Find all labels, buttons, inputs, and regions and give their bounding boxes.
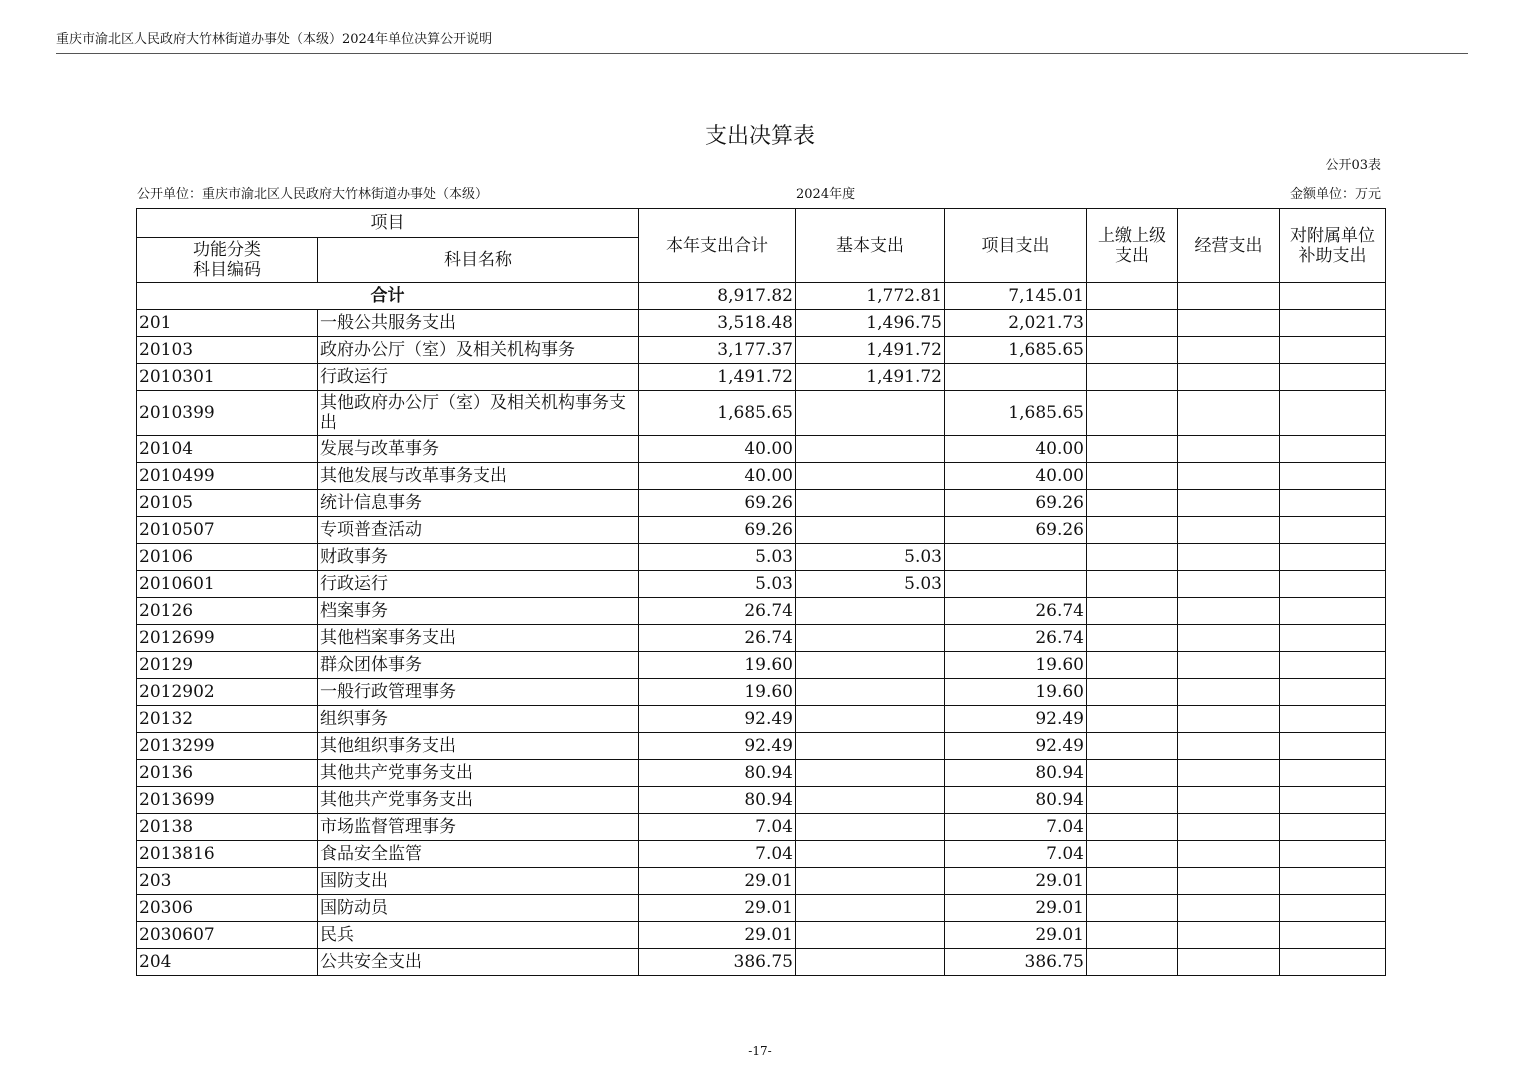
table-header	[137, 209, 1386, 283]
basic-cell: 5.03	[796, 544, 945, 571]
name-cell: 一般公共服务支出	[318, 310, 639, 337]
upper-cell	[1087, 706, 1178, 733]
header-code-line1: 功能分类	[193, 240, 261, 260]
subsidy-cell	[1280, 868, 1386, 895]
business-cell	[1178, 814, 1280, 841]
project-cell: 26.74	[945, 625, 1087, 652]
total-cell: 69.26	[639, 490, 796, 517]
business-cell	[1178, 490, 1280, 517]
page-title: 支出决算表	[704, 124, 815, 149]
code-cell: 2010507	[137, 517, 318, 544]
total-cell-project: 7,145.01	[945, 283, 1087, 310]
total-row	[137, 283, 1386, 310]
table-row	[137, 949, 1386, 976]
project-cell: 69.26	[945, 517, 1087, 544]
business-cell	[1178, 517, 1280, 544]
code-cell: 20132	[137, 706, 318, 733]
subsidy-cell	[1280, 895, 1386, 922]
subsidy-cell	[1280, 679, 1386, 706]
business-cell	[1178, 391, 1280, 436]
basic-cell	[796, 706, 945, 733]
business-cell	[1178, 895, 1280, 922]
upper-cell	[1087, 787, 1178, 814]
total-cell: 5.03	[639, 571, 796, 598]
total-cell: 7.04	[639, 841, 796, 868]
project-cell	[945, 571, 1087, 598]
project-cell: 80.94	[945, 760, 1087, 787]
upper-cell	[1087, 841, 1178, 868]
basic-cell	[796, 733, 945, 760]
subsidy-cell	[1280, 364, 1386, 391]
table-row	[137, 517, 1386, 544]
total-cell: 92.49	[639, 706, 796, 733]
table-row	[137, 598, 1386, 625]
basic-cell: 1,496.75	[796, 310, 945, 337]
upper-cell	[1087, 598, 1178, 625]
subsidy-cell	[1280, 922, 1386, 949]
project-cell: 1,685.65	[945, 337, 1087, 364]
business-cell	[1178, 841, 1280, 868]
basic-cell	[796, 517, 945, 544]
basic-cell	[796, 391, 945, 436]
subsidy-cell	[1280, 490, 1386, 517]
project-cell: 19.60	[945, 652, 1087, 679]
code-cell: 2010499	[137, 463, 318, 490]
subsidy-cell	[1280, 571, 1386, 598]
business-cell	[1178, 922, 1280, 949]
total-cell-subsidy	[1280, 283, 1386, 310]
table-row	[137, 364, 1386, 391]
code-cell: 204	[137, 949, 318, 976]
project-cell	[945, 364, 1087, 391]
name-cell: 行政运行	[318, 364, 639, 391]
upper-cell	[1087, 868, 1178, 895]
subsidy-cell	[1280, 598, 1386, 625]
basic-cell	[796, 922, 945, 949]
table-row	[137, 625, 1386, 652]
total-cell: 26.74	[639, 625, 796, 652]
table-row	[137, 490, 1386, 517]
project-cell: 40.00	[945, 436, 1087, 463]
total-label: 合计	[137, 283, 639, 310]
project-cell: 7.04	[945, 841, 1087, 868]
subsidy-cell	[1280, 391, 1386, 436]
name-cell: 政府办公厅（室）及相关机构事务	[318, 337, 639, 364]
table-row	[137, 652, 1386, 679]
upper-cell	[1087, 436, 1178, 463]
table-code: 公开03表	[1325, 158, 1381, 173]
code-cell: 20105	[137, 490, 318, 517]
project-cell: 40.00	[945, 463, 1087, 490]
subsidy-cell	[1280, 814, 1386, 841]
name-cell: 其他档案事务支出	[318, 625, 639, 652]
total-cell: 26.74	[639, 598, 796, 625]
basic-cell	[796, 868, 945, 895]
table-row	[137, 733, 1386, 760]
basic-cell	[796, 436, 945, 463]
project-cell: 69.26	[945, 490, 1087, 517]
header-name: 科目名称	[318, 238, 639, 283]
code-cell: 20126	[137, 598, 318, 625]
table-row	[137, 463, 1386, 490]
fiscal-year: 2024年度	[796, 187, 856, 202]
business-cell	[1178, 868, 1280, 895]
total-cell: 40.00	[639, 463, 796, 490]
total-cell: 92.49	[639, 733, 796, 760]
business-cell	[1178, 625, 1280, 652]
header-code	[137, 238, 318, 283]
header-item: 项目	[137, 209, 639, 238]
total-cell: 80.94	[639, 760, 796, 787]
business-cell	[1178, 436, 1280, 463]
header-upper-line1: 上缴上级	[1098, 225, 1166, 246]
subsidy-cell	[1280, 517, 1386, 544]
upper-cell	[1087, 625, 1178, 652]
basic-cell	[796, 463, 945, 490]
header-basic: 基本支出	[796, 209, 945, 283]
business-cell	[1178, 949, 1280, 976]
upper-cell	[1087, 814, 1178, 841]
code-cell: 20106	[137, 544, 318, 571]
total-cell: 5.03	[639, 544, 796, 571]
basic-cell	[796, 679, 945, 706]
upper-cell	[1087, 571, 1178, 598]
upper-cell	[1087, 490, 1178, 517]
currency-unit: 金额单位：万元	[1289, 187, 1381, 202]
total-cell: 3,177.37	[639, 337, 796, 364]
table-row	[137, 814, 1386, 841]
upper-cell	[1087, 895, 1178, 922]
header-code-line2: 科目编码	[193, 260, 261, 280]
code-cell: 2013299	[137, 733, 318, 760]
name-cell: 其他政府办公厅（室）及相关机构事务支出	[318, 391, 639, 436]
total-cell: 19.60	[639, 652, 796, 679]
name-cell: 国防动员	[318, 895, 639, 922]
total-cell: 29.01	[639, 895, 796, 922]
basic-cell: 1,491.72	[796, 337, 945, 364]
subsidy-cell	[1280, 310, 1386, 337]
business-cell	[1178, 463, 1280, 490]
basic-cell	[796, 490, 945, 517]
name-cell: 民兵	[318, 922, 639, 949]
code-cell: 201	[137, 310, 318, 337]
table-row	[137, 922, 1386, 949]
page-number: -17-	[748, 1044, 772, 1058]
basic-cell	[796, 652, 945, 679]
subsidy-cell	[1280, 436, 1386, 463]
business-cell	[1178, 733, 1280, 760]
subsidy-cell	[1280, 706, 1386, 733]
upper-cell	[1087, 652, 1178, 679]
subsidy-cell	[1280, 463, 1386, 490]
name-cell: 专项普查活动	[318, 517, 639, 544]
code-cell: 20104	[137, 436, 318, 463]
business-cell	[1178, 679, 1280, 706]
project-cell: 92.49	[945, 733, 1087, 760]
total-cell: 29.01	[639, 868, 796, 895]
basic-cell	[796, 895, 945, 922]
expenditure-table	[136, 208, 1386, 976]
table-row	[137, 571, 1386, 598]
subsidy-cell	[1280, 949, 1386, 976]
name-cell: 其他共产党事务支出	[318, 760, 639, 787]
project-cell: 29.01	[945, 868, 1087, 895]
table-row	[137, 868, 1386, 895]
table-body	[137, 283, 1386, 976]
project-cell	[945, 544, 1087, 571]
upper-cell	[1087, 679, 1178, 706]
upper-cell	[1087, 517, 1178, 544]
code-cell: 2012699	[137, 625, 318, 652]
business-cell	[1178, 706, 1280, 733]
upper-cell	[1087, 337, 1178, 364]
upper-cell	[1087, 922, 1178, 949]
total-cell-basic: 1,772.81	[796, 283, 945, 310]
code-cell: 2010301	[137, 364, 318, 391]
name-cell: 财政事务	[318, 544, 639, 571]
header-project: 项目支出	[945, 209, 1087, 283]
header-subsidy-line1: 对附属单位	[1290, 225, 1375, 246]
upper-cell	[1087, 391, 1178, 436]
table-row	[137, 895, 1386, 922]
code-cell: 20138	[137, 814, 318, 841]
basic-cell	[796, 760, 945, 787]
code-cell: 2010399	[137, 391, 318, 436]
total-cell: 29.01	[639, 922, 796, 949]
table-row	[137, 760, 1386, 787]
name-cell: 公共安全支出	[318, 949, 639, 976]
upper-cell	[1087, 760, 1178, 787]
total-cell: 386.75	[639, 949, 796, 976]
basic-cell	[796, 625, 945, 652]
basic-cell	[796, 598, 945, 625]
business-cell	[1178, 337, 1280, 364]
code-cell: 20136	[137, 760, 318, 787]
basic-cell	[796, 841, 945, 868]
name-cell: 群众团体事务	[318, 652, 639, 679]
project-cell: 1,685.65	[945, 391, 1087, 436]
total-cell: 7.04	[639, 814, 796, 841]
code-cell: 2013699	[137, 787, 318, 814]
code-cell: 20129	[137, 652, 318, 679]
project-cell: 19.60	[945, 679, 1087, 706]
basic-cell	[796, 787, 945, 814]
reporting-unit: 公开单位：重庆市渝北区人民政府大竹林街道办事处（本级）	[137, 187, 489, 202]
business-cell	[1178, 787, 1280, 814]
business-cell	[1178, 760, 1280, 787]
code-cell: 2010601	[137, 571, 318, 598]
header-upper-line2: 支出	[1115, 245, 1149, 266]
name-cell: 组织事务	[318, 706, 639, 733]
name-cell: 统计信息事务	[318, 490, 639, 517]
subsidy-cell	[1280, 787, 1386, 814]
code-cell: 2012902	[137, 679, 318, 706]
total-cell: 40.00	[639, 436, 796, 463]
project-cell: 386.75	[945, 949, 1087, 976]
project-cell: 2,021.73	[945, 310, 1087, 337]
name-cell: 一般行政管理事务	[318, 679, 639, 706]
table-row	[137, 787, 1386, 814]
project-cell: 26.74	[945, 598, 1087, 625]
total-cell-business	[1178, 283, 1280, 310]
name-cell: 行政运行	[318, 571, 639, 598]
upper-cell	[1087, 949, 1178, 976]
table-row	[137, 544, 1386, 571]
basic-cell	[796, 949, 945, 976]
upper-cell	[1087, 544, 1178, 571]
code-cell: 2030607	[137, 922, 318, 949]
code-cell: 203	[137, 868, 318, 895]
total-cell: 1,491.72	[639, 364, 796, 391]
business-cell	[1178, 571, 1280, 598]
business-cell	[1178, 364, 1280, 391]
upper-cell	[1087, 364, 1178, 391]
code-cell: 2013816	[137, 841, 318, 868]
header-subsidy	[1280, 209, 1386, 283]
subsidy-cell	[1280, 733, 1386, 760]
header-upper	[1087, 209, 1178, 283]
name-cell: 档案事务	[318, 598, 639, 625]
upper-cell	[1087, 463, 1178, 490]
basic-cell: 1,491.72	[796, 364, 945, 391]
total-cell: 19.60	[639, 679, 796, 706]
table-row	[137, 841, 1386, 868]
table-row	[137, 310, 1386, 337]
header-subsidy-line2: 补助支出	[1298, 245, 1367, 266]
header-business: 经营支出	[1178, 209, 1280, 283]
total-cell-total: 8,917.82	[639, 283, 796, 310]
subsidy-cell	[1280, 337, 1386, 364]
total-cell: 80.94	[639, 787, 796, 814]
total-cell: 69.26	[639, 517, 796, 544]
total-cell-upper	[1087, 283, 1178, 310]
business-cell	[1178, 544, 1280, 571]
running-header: 重庆市渝北区人民政府大竹林街道办事处（本级）2024年单位决算公开说明	[56, 32, 493, 47]
subsidy-cell	[1280, 625, 1386, 652]
header-total: 本年支出合计	[639, 209, 796, 283]
table-row	[137, 679, 1386, 706]
code-cell: 20306	[137, 895, 318, 922]
project-cell: 7.04	[945, 814, 1087, 841]
name-cell: 食品安全监管	[318, 841, 639, 868]
name-cell: 发展与改革事务	[318, 436, 639, 463]
business-cell	[1178, 598, 1280, 625]
total-cell: 3,518.48	[639, 310, 796, 337]
table-row	[137, 706, 1386, 733]
code-cell: 20103	[137, 337, 318, 364]
basic-cell: 5.03	[796, 571, 945, 598]
project-cell: 92.49	[945, 706, 1087, 733]
name-cell: 其他组织事务支出	[318, 733, 639, 760]
upper-cell	[1087, 310, 1178, 337]
subsidy-cell	[1280, 760, 1386, 787]
name-cell: 市场监督管理事务	[318, 814, 639, 841]
name-cell: 国防支出	[318, 868, 639, 895]
subsidy-cell	[1280, 652, 1386, 679]
header-rule	[56, 53, 1468, 54]
name-cell: 其他共产党事务支出	[318, 787, 639, 814]
business-cell	[1178, 652, 1280, 679]
table-row	[137, 391, 1386, 436]
total-cell: 1,685.65	[639, 391, 796, 436]
project-cell: 80.94	[945, 787, 1087, 814]
subsidy-cell	[1280, 544, 1386, 571]
table-row	[137, 337, 1386, 364]
business-cell	[1178, 310, 1280, 337]
project-cell: 29.01	[945, 922, 1087, 949]
subsidy-cell	[1280, 841, 1386, 868]
table-row	[137, 436, 1386, 463]
name-cell: 其他发展与改革事务支出	[318, 463, 639, 490]
upper-cell	[1087, 733, 1178, 760]
basic-cell	[796, 814, 945, 841]
project-cell: 29.01	[945, 895, 1087, 922]
